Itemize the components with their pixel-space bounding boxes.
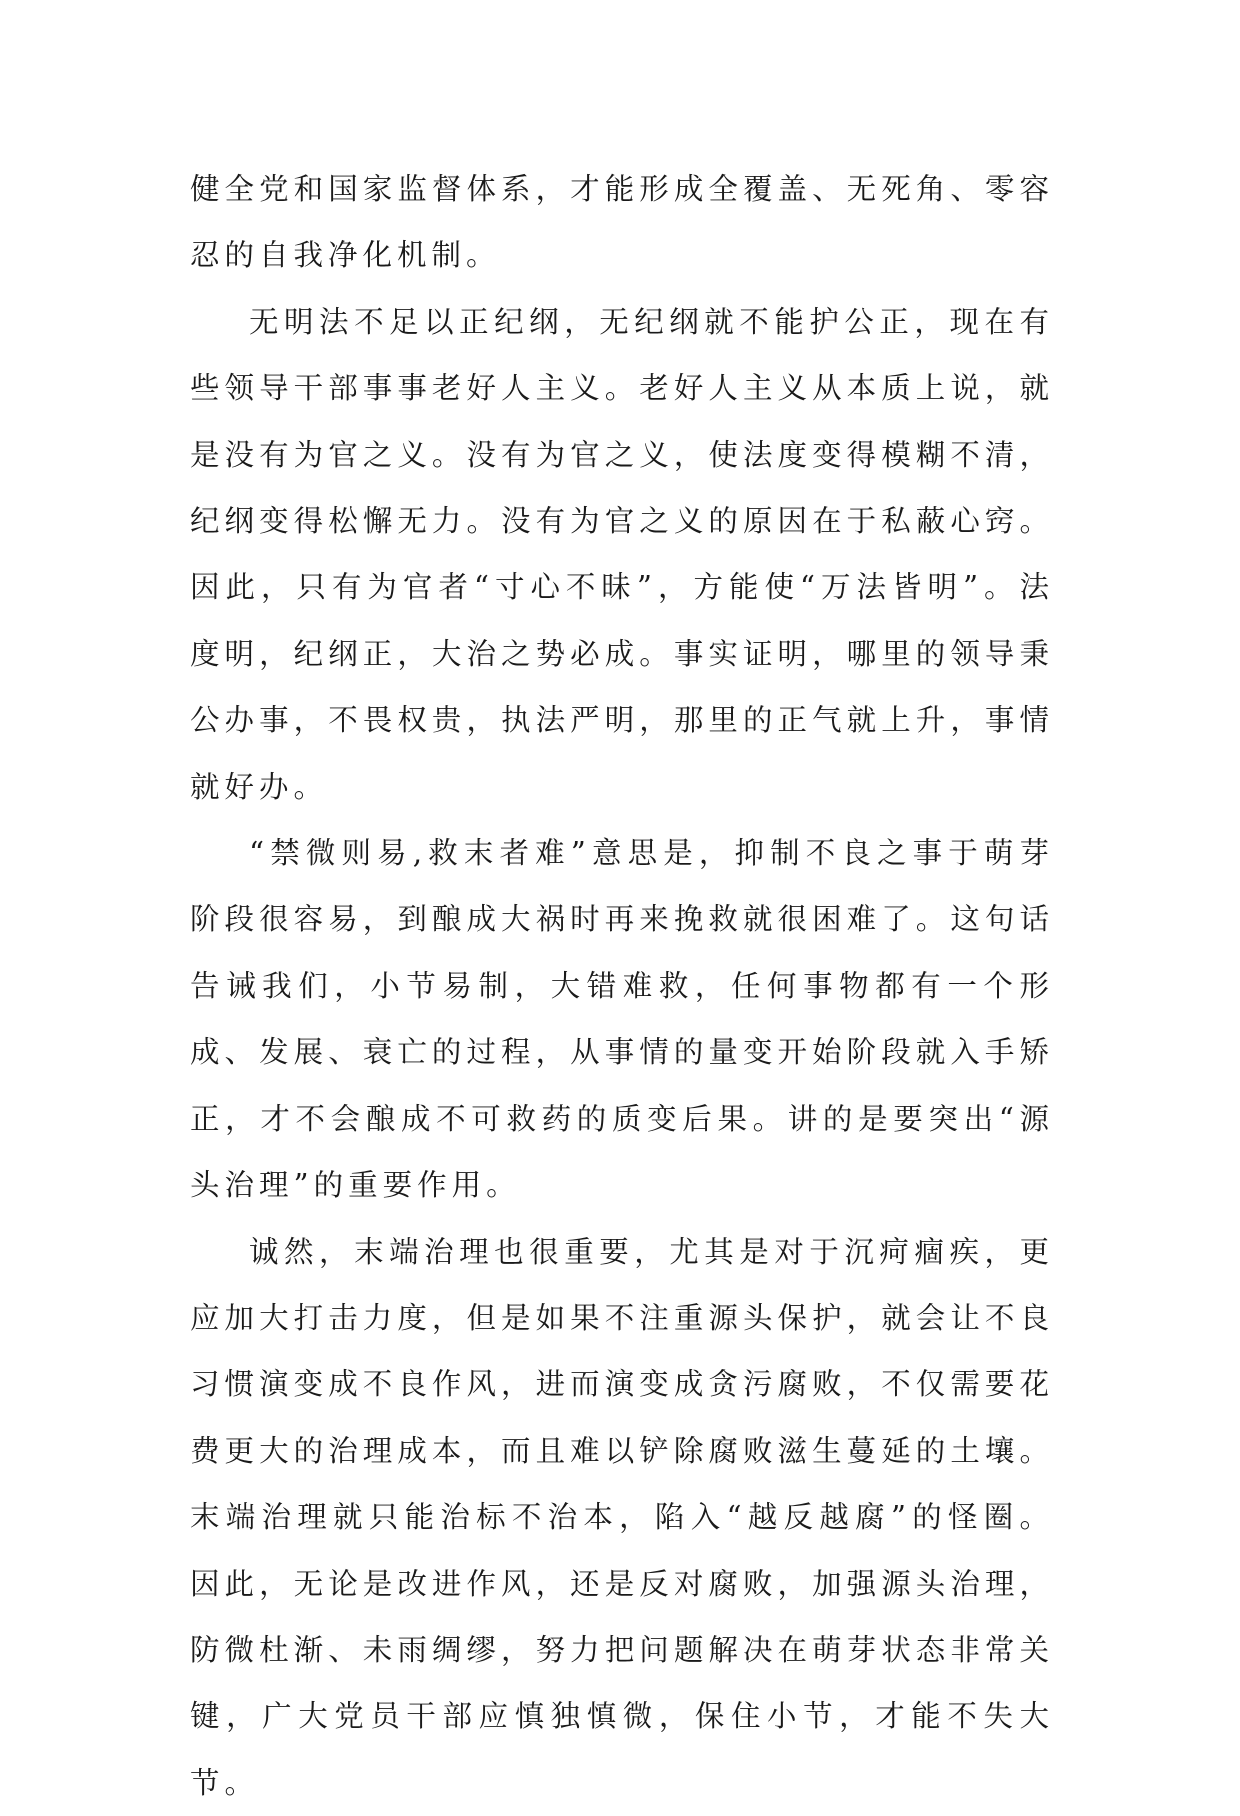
paragraph-continued: 健全党和国家监督体系，才能形成全覆盖、无死角、零容忍的自我净化机制。 [190,156,1054,289]
paragraph-prevent-early: “禁微则易,救末者难”意思是，抑制不良之事于萌芽阶段很容易，到酿成大祸时再来挽救就很困难了。这句话告诫我们，小节易制，大错难救，任何事物都有一个形成、发展、衰亡的过程，从事情的量变开始阶段就入手矫正，才不会酿成不可救药的质变后果。讲的是要突出“源头治理”的重要作用。 [190,820,1054,1218]
document-body [190,156,1054,1816]
paragraph-source-governance: 诚然，末端治理也很重要，尤其是对于沉疴痼疾，更应加大打击力度，但是如果不注重源头保护，就会让不良习惯演变成不良作风，进而演变成贪污腐败，不仅需要花费更大的治理成本，而且难以铲除腐败滋生蔓延的土壤。末端治理就只能治标不治本，陷入“越反越腐”的怪圈。因此，无论是改进作风，还是反对腐败，加强源头治理，防微杜渐、未雨绸缪，努力把问题解决在萌芽状态非常关键，广大党员干部应慎独慎微，保住小节，才能不失大节。 [190,1219,1054,1816]
paragraph-law-and-discipline: 无明法不足以正纪纲，无纪纲就不能护公正，现在有些领导干部事事老好人主义。老好人主义从本质上说，就是没有为官之义。没有为官之义，使法度变得模糊不清，纪纲变得松懈无力。没有为官之义的原因在于私蔽心窍。因此，只有为官者“寸心不昧”，方能使“万法皆明”。法度明，纪纲正，大治之势必成。事实证明，哪里的领导秉公办事，不畏权贵，执法严明，那里的正气就上升，事情就好办。 [190,289,1054,820]
